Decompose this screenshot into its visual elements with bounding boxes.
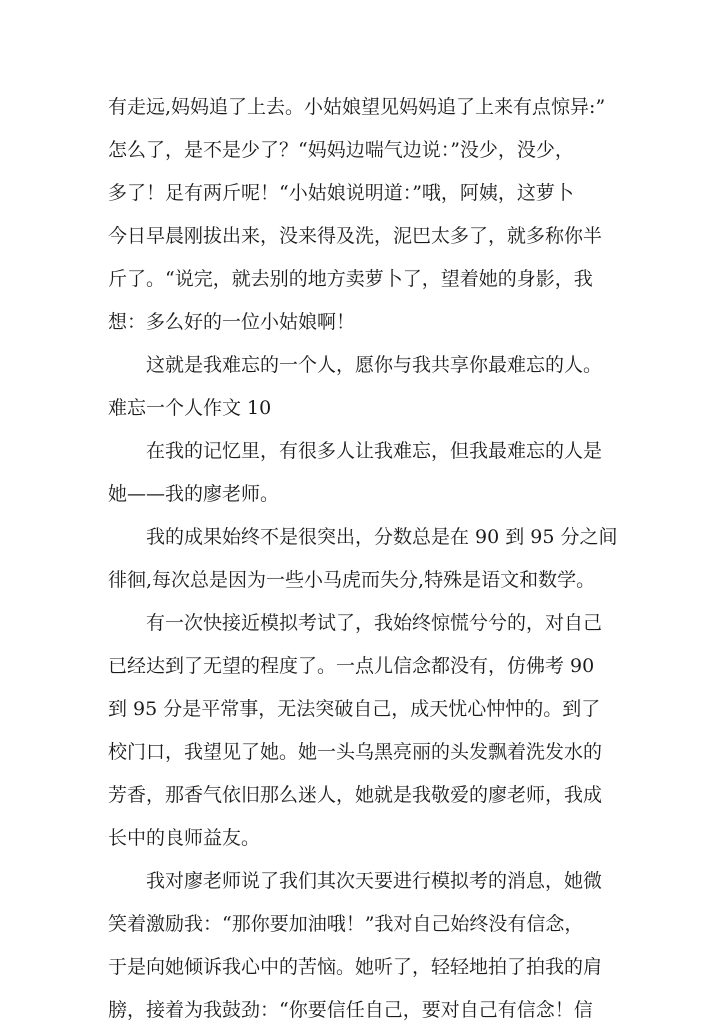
section-title <box>0 388 720 428</box>
text-line <box>0 474 720 514</box>
text-line <box>0 818 720 858</box>
line-text: 有一次快接近模拟考试了，我始终惊慌兮兮的，对自己 <box>146 612 603 634</box>
line-text: 想：多么好的一位小姑娘啊！ <box>108 311 356 333</box>
text-line <box>0 216 720 256</box>
text-line <box>0 87 720 127</box>
line-text: 长中的良师益友。 <box>108 827 261 849</box>
line-text: 在我的记忆里，有很多人让我难忘，但我最难忘的人是 <box>146 440 603 462</box>
text-line <box>0 947 720 987</box>
line-text: 徘徊,每次总是因为一些小马虎而失分,特殊是语文和数学。 <box>108 569 596 591</box>
line-text: 有走远,妈妈追了上去。小姑娘望见妈妈追了上来有点惊异:” <box>108 96 606 118</box>
line-text: 这就是我难忘的一个人，愿你与我共享你最难忘的人。 <box>146 354 603 376</box>
line-text: 芳香，那香气依旧那么迷人，她就是我敬爱的廖老师，我成 <box>108 784 603 806</box>
text-line <box>0 775 720 815</box>
text-line <box>0 302 720 342</box>
line-text: 校门口，我望见了她。她一头乌黑亮丽的头发飘着洗发水的 <box>108 741 603 763</box>
line-text: 斤了。“说完，就去别的地方卖萝卜了，望着她的身影，我 <box>108 268 593 290</box>
text-line <box>0 130 720 170</box>
title-text: 难忘一个人作文 10 <box>108 397 272 419</box>
text-line <box>0 689 720 729</box>
text-line <box>0 173 720 213</box>
line-text: 膀，接着为我鼓劲：“你要信任自己，要对自己有信念！信 <box>108 999 593 1021</box>
text-line <box>0 259 720 299</box>
text-line <box>0 646 720 686</box>
paragraph-first-line <box>0 861 720 901</box>
text-line <box>0 732 720 772</box>
line-text: 已经达到了无望的程度了。一点儿信念都没有，仿佛考 90 <box>108 655 595 677</box>
paragraph-first-line <box>0 431 720 471</box>
paragraph-first-line <box>0 603 720 643</box>
line-text: 我的成果始终不是很突出，分数总是在 90 到 95 分之间 <box>146 526 618 548</box>
line-text: 我对廖老师说了我们其次天要进行模拟考的消息，她微 <box>146 870 603 892</box>
text-line <box>0 990 720 1030</box>
line-text: 多了！足有两斤呢！“小姑娘说明道：”哦，阿姨，这萝卜 <box>108 182 574 204</box>
line-text: 今日早晨刚拔出来，没来得及洗，泥巴太多了，就多称你半 <box>108 225 603 247</box>
line-text: 她——我的廖老师。 <box>108 483 280 505</box>
text-line <box>0 904 720 944</box>
line-text: 于是向她倾诉我心中的苦恼。她听了，轻轻地拍了拍我的肩 <box>108 956 603 978</box>
paragraph-first-line <box>0 345 720 385</box>
paragraph-first-line <box>0 517 720 557</box>
line-text: 怎么了，是不是少了？“妈妈边喘气边说：”没少，没少， <box>108 139 574 161</box>
line-text: 到 95 分是平常事，无法突破自己，成天忧心忡忡的。到了 <box>108 698 601 720</box>
text-line <box>0 560 720 600</box>
line-text: 笑着激励我：“那你要加油哦！”我对自己始终没有信念， <box>108 913 584 935</box>
